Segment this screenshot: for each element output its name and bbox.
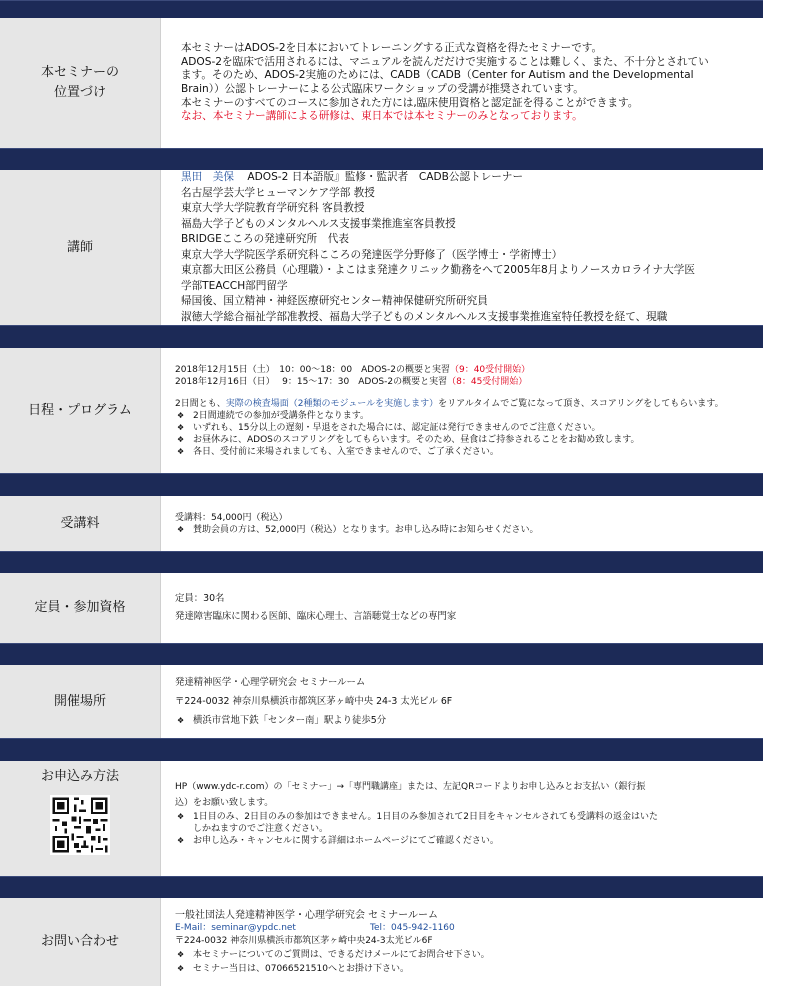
qr-code-icon[interactable] xyxy=(50,795,110,855)
venue-content xyxy=(160,665,763,738)
application-section xyxy=(0,761,763,876)
schedule-bullet-text: 各日、受付前に来場されましても、入室できませんので、ご了承ください。 xyxy=(193,446,499,457)
venue-label-text: 開催場所 xyxy=(53,693,106,709)
application-content xyxy=(160,761,763,876)
fee-main: 受講料：54,000円（税込） xyxy=(175,512,288,523)
venue-line: 〒224-0032 神奈川県横浜市都筑区茅ヶ崎中央 24-3 太光ビル 6F xyxy=(175,696,453,707)
bullet-icon: ❖ xyxy=(177,446,185,456)
section-divider xyxy=(0,738,763,762)
lecturer-name: 黒田 美保 xyxy=(181,171,234,183)
application-bullet xyxy=(175,835,763,847)
lecturer-label-text: 講師 xyxy=(66,239,93,255)
lecturer-bio-line: BRIDGEこころの発達研究所 代表 xyxy=(181,233,349,245)
venue-section xyxy=(0,665,763,738)
lecturer-bio-line: 淑徳大学総合福祉学部准教授、福島大学子どものメンタルヘルス支援事業推進室特任教授を経て、現職 xyxy=(181,310,668,323)
capacity-label-text: 定員・参加資格 xyxy=(34,600,126,615)
capacity-section xyxy=(0,573,763,643)
bullet-icon: ❖ xyxy=(177,812,185,821)
fee-section xyxy=(0,496,763,551)
application-line: HP（www.ydc-r.com）の「セミナー」→「専門職講座」または、左記QRコードよりお申し込みとお支払い（銀行振 xyxy=(175,782,646,792)
schedule-bullet-text: お昼休みに、ADOSのスコアリングをしてもらいます。そのため、昼食はご持参されることをお勧め致します。 xyxy=(193,434,640,445)
schedule-intro-post: をリアルタイムでご覧になって頂き、スコアリングをしてもらいます。 xyxy=(438,398,724,409)
bullet-icon: ❖ xyxy=(177,963,185,973)
contact-info-line xyxy=(175,922,763,935)
bullet-icon: ❖ xyxy=(177,524,185,534)
contact-org: 一般社団法人発達精神医学・心理学研究会 セミナールーム xyxy=(175,909,438,921)
venue-bullet xyxy=(175,711,763,730)
application-bullet xyxy=(175,811,763,823)
capacity-label xyxy=(0,573,160,643)
capacity-content xyxy=(160,573,763,643)
capacity-line: 定員：30名 xyxy=(175,593,225,604)
schedule-day-note: （8：45受付開始） xyxy=(447,376,528,387)
schedule-bullet-text: 2日間連続での参加が受講条件となります。 xyxy=(193,410,370,421)
positioning-label-line-2: 位置づけ xyxy=(53,85,106,100)
schedule-bullet xyxy=(175,410,763,422)
capacity-line: 発達障害臨床に関わる医師、臨床心理士、言語聴覚士などの専門家 xyxy=(175,611,457,622)
contact-address: 〒224-0032 神奈川県横浜市都筑区茅ヶ崎中央24-3太光ビル6F xyxy=(175,935,433,946)
lecturer-label xyxy=(0,170,160,325)
positioning-text-line: Brain））公認トレーナーによる公式臨床ワークショップの受講が推奨されています。 xyxy=(181,83,584,95)
bullet-icon: ❖ xyxy=(177,949,185,959)
fee-bullet xyxy=(175,524,763,536)
schedule-bullet xyxy=(175,422,763,434)
lecturer-bio-line: 東京大学大学院医学系研究科こころの発達医学分野修了（医学博士・学術博士） xyxy=(181,248,563,261)
fee-label-text: 受講料 xyxy=(60,515,100,531)
section-divider xyxy=(0,0,763,19)
lecturer-bio-line: 東京都大田区公務員（心理職）・よこはま発達クリニック勤務をへて2005年8月よりノースカロライナ大学医 xyxy=(181,264,695,276)
application-bullet-text: 1日目のみ、2日目のみの参加はできません。1日目のみ参加されて2日目をキャンセルされても受講料の返金はいた xyxy=(193,812,658,822)
positioning-label-line-1: 本セミナーの xyxy=(40,65,119,80)
positioning-note: なお、本セミナー講師による研修は、東日本では本セミナーのみとなっております。 xyxy=(181,110,583,123)
section-divider xyxy=(0,148,763,171)
lecturer-content xyxy=(160,170,763,325)
lecturer-bio-line: 名古屋学芸大学ヒューマンケア学部 教授 xyxy=(181,186,375,199)
bullet-icon: ❖ xyxy=(177,422,185,432)
fee-content xyxy=(160,496,763,551)
schedule-section xyxy=(0,348,763,473)
section-divider xyxy=(0,473,763,497)
schedule-intro xyxy=(175,398,763,410)
fee-bullet-text: 賛助会員の方は、52,000円（税込）となります。お申し込み時にお知らせください。 xyxy=(193,524,539,535)
schedule-intro-highlight: 実際の検査場面（2種類のモジュールを実施します） xyxy=(225,398,439,409)
contact-bullet xyxy=(175,948,763,962)
contact-bullet xyxy=(175,962,763,976)
schedule-intro-pre: 2日間とも、 xyxy=(175,398,226,409)
contact-section xyxy=(0,898,763,986)
schedule-label xyxy=(0,348,160,473)
venue-bullet-text: 横浜市営地下鉄「センター南」駅より徒歩5分 xyxy=(193,715,387,726)
lecturer-bio-line: 帰国後、国立精神・神経医療研究センター精神保健研究所研究員 xyxy=(181,295,488,307)
bullet-icon: ❖ xyxy=(177,410,185,420)
lecturer-name-line xyxy=(181,170,763,186)
lecturer-section xyxy=(0,170,763,325)
lecturer-title: ADOS-2 日本語版』監修・監訳者 CADB公認トレーナー xyxy=(247,171,524,183)
section-divider xyxy=(0,551,763,574)
contact-label-text: お問い合わせ xyxy=(40,934,119,949)
positioning-text-line: ADOS-2を臨床で活用されるには、マニュアルを読んだだけで実施することは難しく、また、不十分とされてい xyxy=(181,55,709,68)
positioning-content xyxy=(160,18,763,148)
lecturer-bio-line: 東京大学大学院教育学研究科 客員教授 xyxy=(181,202,365,214)
contact-tel[interactable]: Tel：045-942-1160 xyxy=(370,922,455,933)
lecturer-bio-line: 学部TEACCH部門留学 xyxy=(181,279,288,292)
bullet-icon: ❖ xyxy=(177,434,185,444)
contact-email[interactable]: E-Mail：seminar@ypdc.net xyxy=(175,922,296,933)
application-label-text: お申込み方法 xyxy=(40,769,119,784)
bullet-icon: ❖ xyxy=(177,716,185,725)
section-divider xyxy=(0,643,763,666)
contact-content xyxy=(160,898,763,986)
application-label xyxy=(0,761,160,876)
section-divider xyxy=(0,325,763,349)
contact-bullet-text: セミナー当日は、07066521510へとお掛け下さい。 xyxy=(193,963,409,974)
schedule-bullet xyxy=(175,446,763,458)
positioning-text-line: 本セミナーのすべてのコースに参加された方には,臨床使用資格と認定証を得ることができます。 xyxy=(181,96,639,109)
schedule-label-text: 日程・プログラム xyxy=(28,402,132,418)
positioning-text-line: ます。そのため、ADOS-2実施のためには、CADB（CADB（Center for Autism and the Developmental xyxy=(181,69,694,82)
section-divider xyxy=(0,876,763,899)
schedule-day-line xyxy=(175,364,763,376)
lecturer-bio-line: 福島大学子どものメンタルヘルス支援事業推進室客員教授 xyxy=(181,217,456,230)
positioning-text-line: 本セミナーはADOS-2を日本においてトレーニングする正式な資格を得たセミナーです。 xyxy=(181,42,603,55)
venue-line: 発達精神医学・心理学研究会 セミナールーム xyxy=(175,677,366,688)
schedule-day-note: （9：40受付開始） xyxy=(449,364,531,375)
contact-label xyxy=(0,898,160,986)
fee-label xyxy=(0,496,160,551)
schedule-day-text: 2018年12月15日（土） 10：00～18：00 ADOS-2の概要と実習 xyxy=(175,364,450,375)
positioning-label xyxy=(0,18,160,148)
positioning-section xyxy=(0,18,763,148)
contact-bullet-text: 本セミナーについてのご質問は、できるだけメールにてお問合せ下さい。 xyxy=(193,949,490,960)
schedule-day-line xyxy=(175,376,763,388)
application-bullet-text: お申し込み・キャンセルに関する詳細はホームページにてご確認ください。 xyxy=(193,836,499,846)
bullet-icon: ❖ xyxy=(177,836,185,845)
application-bullet-continuation: しかねますのでご注意ください。 xyxy=(193,824,329,834)
schedule-day-text: 2018年12月16日（日） 9：15～17：30 ADOS-2の概要と実習 xyxy=(175,376,448,387)
application-line: 込）をお願い致します。 xyxy=(175,798,274,808)
schedule-content xyxy=(160,348,763,473)
venue-label xyxy=(0,665,160,738)
schedule-bullet xyxy=(175,434,763,446)
schedule-bullet-text: いずれも、15分以上の遅刻・早退をされた場合には、認定証は発行できませんのでご注意ください。 xyxy=(193,422,601,433)
